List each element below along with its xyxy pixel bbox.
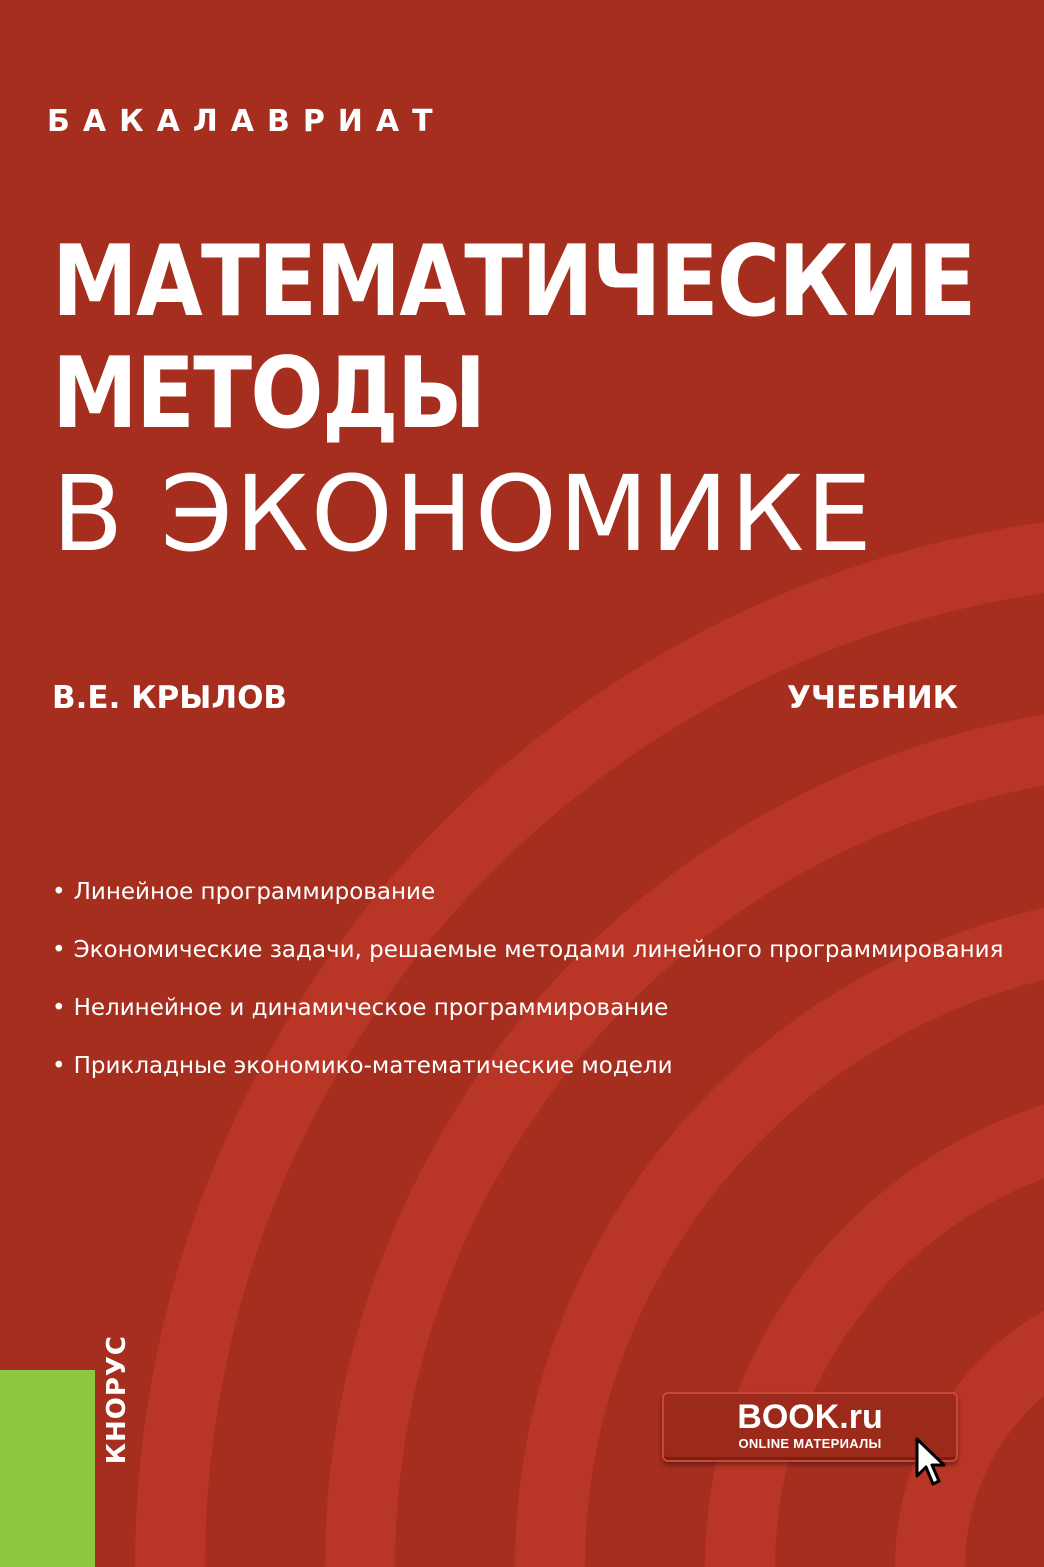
- list-item: [52, 870, 1003, 928]
- badge-subtitle: ONLINE МАТЕРИАЛЫ: [738, 1436, 882, 1451]
- document-type: УЧЕБНИК: [787, 680, 958, 716]
- author-name: В.Е. КРЫЛОВ: [52, 680, 288, 716]
- topics-list: [52, 870, 1003, 1102]
- title-line-1: МАТЕМАТИЧЕСКИЕ: [52, 225, 975, 339]
- book-title: [52, 226, 1044, 578]
- badge-title: BOOK.ru: [737, 1398, 883, 1436]
- mouse-pointer-icon: [914, 1436, 948, 1490]
- title-line-3: В ЭКОНОМИКЕ: [52, 453, 874, 575]
- topic-text: Линейное программирование: [73, 879, 436, 905]
- bullet-icon: •: [52, 995, 66, 1021]
- series-label: БАКАЛАВРИАТ: [47, 104, 446, 139]
- publisher-logo: КНОРУС: [102, 1335, 132, 1465]
- title-line-2: МЕТОДЫ: [52, 337, 485, 451]
- list-item: [52, 986, 1003, 1044]
- topic-text: Экономические задачи, решаемые методами линейного программирования: [73, 937, 1004, 963]
- bullet-icon: •: [52, 879, 66, 905]
- list-item: [52, 1044, 1003, 1102]
- list-item: [52, 928, 1003, 986]
- bullet-icon: •: [52, 1053, 66, 1079]
- topic-text: Нелинейное и динамическое программирование: [73, 995, 669, 1021]
- green-spine-strip: [0, 1370, 95, 1567]
- topic-text: Прикладные экономико-математические модели: [73, 1053, 673, 1079]
- bullet-icon: •: [52, 937, 66, 963]
